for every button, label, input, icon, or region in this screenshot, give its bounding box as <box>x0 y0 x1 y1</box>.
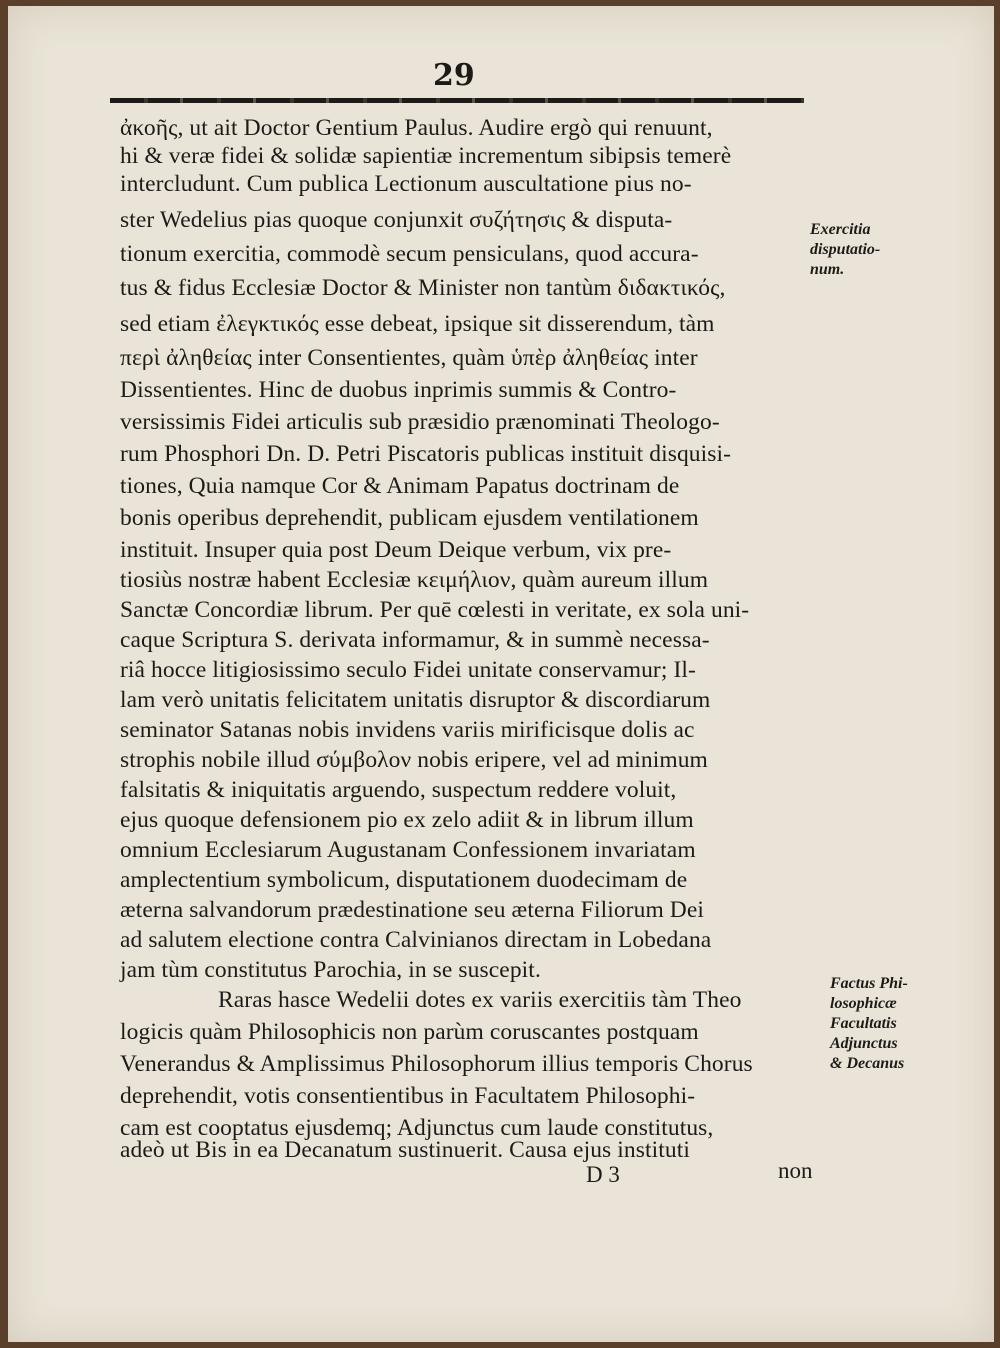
text-line: strophis nobile illud σύμβολον nobis eripere, vel ad minimum <box>120 747 708 773</box>
text-line: tionum exercitia, commodè secum pensiculans, quod accura- <box>120 241 699 267</box>
text-line: sed etiam ἐλεγκτικός esse debeat, ipsique sit disserendum, tàm <box>120 311 715 337</box>
text-line: hi & veræ fidei & solidæ sapientiæ incrementum sibipsis temerè <box>120 143 732 169</box>
text-line: bonis operibus deprehendit, publicam ejusdem ventilationem <box>120 505 699 531</box>
text-line: æterna salvandorum prædestinatione seu æterna Filiorum Dei <box>120 897 705 923</box>
catchword: non <box>778 1158 813 1183</box>
text-line: caque Scriptura S. derivata informamur, & in summè necessa- <box>120 627 710 653</box>
text-line: tiosiùs nostræ habent Ecclesiæ κειμήλιον, quàm aureum illum <box>120 567 709 593</box>
text-line: tiones, Quia namque Cor & Animam Papatus doctrinam de <box>120 473 680 499</box>
text-line: ster Wedelius pias quoque conjunxit συζήτησις & disputa- <box>120 207 673 233</box>
text-line: ἀκοῆς, ut ait Doctor Gentium Paulus. Audire ergò qui renuunt, <box>120 115 713 141</box>
text-line: intercludunt. Cum publica Lectionum auscultatione pius no- <box>120 171 692 197</box>
margin-note-line: Adjunctus <box>830 1035 898 1052</box>
text-line: Raras hasce Wedelii dotes ex variis exercitiis tàm Theo <box>218 987 742 1013</box>
margin-note <box>830 974 975 1074</box>
margin-note-line: & Decanus <box>830 1055 905 1072</box>
margin-note-line: losophicæ <box>830 995 897 1012</box>
text-line: rum Phosphori Dn. D. Petri Piscatoris publicas instituit disquisi- <box>120 441 732 467</box>
text-line: tus & fidus Ecclesiæ Doctor & Minister non tantùm διδακτικός, <box>120 275 726 301</box>
margin-note-line: disputatio- <box>810 241 881 258</box>
text-line: seminator Satanas nobis invidens variis mirificisque dolis ac <box>120 717 695 743</box>
text-line: logicis quàm Philosophicis non parùm coruscantes postquam <box>120 1019 699 1045</box>
text-line: deprehendit, votis consentientibus in Facultatem Philosophi- <box>120 1083 696 1109</box>
text-line: amplectentium symbolicum, disputationem duodecimam de <box>120 867 688 893</box>
margin-note <box>810 220 955 280</box>
signature-mark: D 3 <box>586 1162 620 1187</box>
header-rule <box>110 98 804 103</box>
text-line: adeò ut Bis in ea Decanatum sustinuerit. Causa ejus instituti <box>120 1137 690 1163</box>
margin-note-line: Factus Phi- <box>830 975 908 992</box>
margin-note-line: Facultatis <box>830 1015 897 1032</box>
text-line: versissimis Fidei articulis sub præsidio prænominati Theologo- <box>120 409 720 435</box>
text-line: cam est cooptatus ejusdemq; Adjunctus cum laude constitutus, <box>120 1115 714 1141</box>
text-line: instituit. Insuper quia post Deum Deique verbum, vix pre- <box>120 537 672 563</box>
text-line: περὶ ἀληθείας inter Consentientes, quàm ὑπὲρ ἀληθείας inter <box>120 345 698 371</box>
page-number: 29 <box>433 58 475 93</box>
margin-note-line: num. <box>810 261 845 278</box>
text-line: jam tùm constitutus Parochia, in se suscepit. <box>120 957 541 983</box>
text-line: lam verò unitatis felicitatem unitatis disruptor & discordiarum <box>120 687 711 713</box>
text-line: falsitatis & iniquitatis arguendo, suspectum reddere voluit, <box>120 777 677 803</box>
text-line: Venerandus & Amplissimus Philosophorum illius temporis Chorus <box>120 1051 753 1077</box>
text-line: Sanctæ Concordiæ librum. Per quē cœlesti in veritate, ex sola uni- <box>120 597 750 623</box>
book-page <box>8 6 994 1342</box>
text-line: ad salutem electione contra Calvinianos directam in Lobedana <box>120 927 712 953</box>
margin-note-line: Exercitia <box>810 221 871 238</box>
text-line: riâ hocce litigiosissimo seculo Fidei unitate conservamur; Il- <box>120 657 696 683</box>
text-line: Dissentientes. Hinc de duobus inprimis summis & Contro- <box>120 377 677 403</box>
text-line: omnium Ecclesiarum Augustanam Confessionem invariatam <box>120 837 696 863</box>
text-line: ejus quoque defensionem pio ex zelo adiit & in librum illum <box>120 807 694 833</box>
